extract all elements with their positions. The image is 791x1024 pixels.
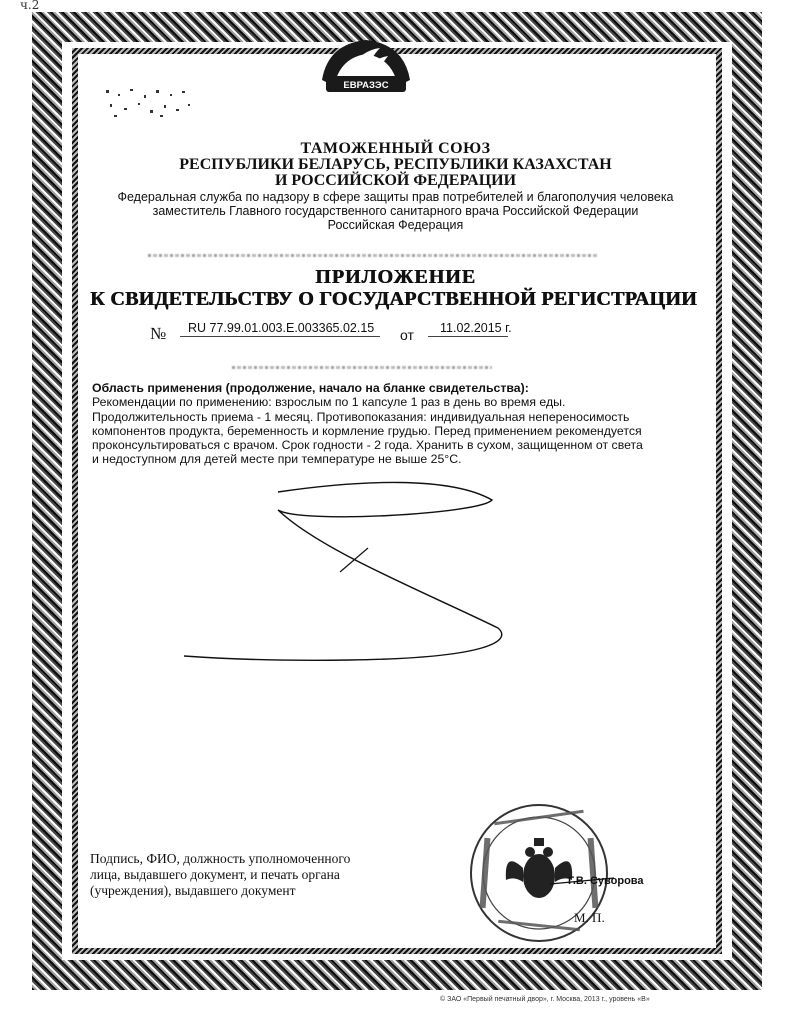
- logo-text: ЕВРАЗЭС: [343, 80, 389, 91]
- signatory-caption: [90, 851, 410, 899]
- authority-line-3: Российская Федерация: [327, 218, 464, 232]
- authority-line-2: заместитель Главного государственного санитарного врача Российской Федерации: [152, 204, 639, 218]
- double-headed-eagle: [506, 838, 572, 898]
- faint-caption-line: [148, 254, 598, 257]
- application-area-heading: Область применения (продолжение, начало на бланке свидетельства):: [92, 381, 529, 395]
- signatory-name: Г.В. Суворова: [568, 875, 644, 887]
- from-word: от: [400, 327, 414, 343]
- body-line: и недоступном для детей месте при температуре не выше 25°С.: [92, 452, 462, 467]
- republics-heading: РЕСПУБЛИКИ БЕЛАРУСЬ, РЕСПУБЛИКИ КАЗАХСТАН: [179, 156, 612, 173]
- dot-pattern: [104, 86, 194, 120]
- certificate-date: 11.02.2015 г.: [440, 321, 512, 335]
- seal-mark: М. П.: [574, 910, 605, 925]
- application-area: [92, 381, 643, 467]
- union-heading: ТАМОЖЕННЫЙ СОЮЗ: [300, 140, 491, 157]
- date-underline: [428, 336, 508, 337]
- body-line: компонентов продукта, беременность и кормление грудью. Перед применением рекомендуется: [92, 423, 642, 438]
- corner-mark: ч.2: [20, 0, 40, 12]
- number-sign: №: [150, 324, 167, 343]
- printer-imprint: © ЗАО «Первый печатный двор», г. Москва, 2013 г., уровень «В»: [440, 996, 650, 1003]
- number-underline: [180, 336, 380, 337]
- faint-caption-line: [232, 366, 492, 369]
- caption-line: Подпись, ФИО, должность уполномоченного: [90, 851, 351, 866]
- federation-heading: И РОССИЙСКОЙ ФЕДЕРАЦИИ: [274, 172, 517, 189]
- body-line: Продолжительность приема - 1 месяц. Противопоказания: индивидуальная непереносимость: [92, 409, 630, 424]
- title-certificate: К СВИДЕТЕЛЬСТВУ О ГОСУДАРСТВЕННОЙ РЕГИСТРАЦИИ: [90, 288, 697, 310]
- eurasec-logo: [318, 36, 414, 96]
- authority-line-1: Федеральная служба по надзору в сфере защиты прав потребителей и благополучия человека: [117, 190, 674, 204]
- certificate-number: RU 77.99.01.003.E.003365.02.15: [188, 321, 375, 335]
- title-appendix: ПРИЛОЖЕНИЕ: [315, 266, 476, 288]
- caption-line: (учреждения), выдавшего документ: [90, 883, 296, 898]
- caption-line: лица, выдавшего документ, и печать органа: [90, 867, 340, 882]
- body-line: Рекомендации по применению: взрослым по 1 капсуле 1 раз в день во время еды.: [92, 395, 566, 410]
- cancellation-stroke: [180, 480, 520, 670]
- body-line: проконсультироваться с врачом. Срок годности - 2 года. Хранить в сухом, защищенном от света: [92, 438, 643, 453]
